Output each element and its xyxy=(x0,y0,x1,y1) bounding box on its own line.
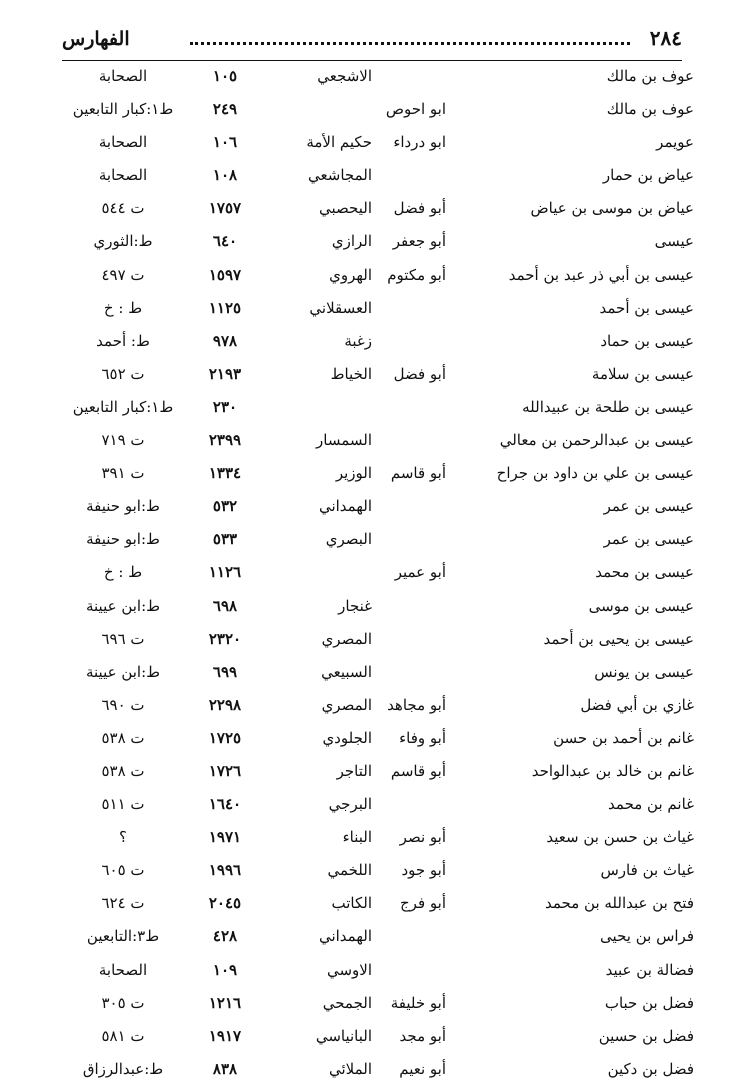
entry-number: ١٠٩ xyxy=(212,960,238,979)
category-tag: ت ٥٤٤ xyxy=(101,199,145,218)
entry-number: ١٧٥٧ xyxy=(208,199,242,218)
table-row xyxy=(0,854,746,887)
person-name: عياض بن موسى بن عياض xyxy=(530,199,694,218)
category-tag: ط:ابو حنيفة xyxy=(86,530,160,549)
person-name: عيسى بن محمد xyxy=(595,563,694,582)
nisba: الهمداني xyxy=(318,497,372,516)
table-row xyxy=(0,424,746,457)
person-name: عيسى بن أبي ذر عبد بن أحمد xyxy=(508,265,694,284)
kunya: أبو فضل xyxy=(393,364,446,383)
entry-number: ١٧٢٦ xyxy=(208,761,242,780)
entry-number: ١١٢٦ xyxy=(208,563,242,582)
person-name: عيسى بن يونس xyxy=(594,662,694,681)
nisba: غنجار xyxy=(338,596,372,615)
category-tag: الصحابة xyxy=(98,960,148,979)
person-name: عيسى بن يحيى بن أحمد xyxy=(543,629,694,648)
category-tag: ؟ xyxy=(119,828,127,847)
index-table xyxy=(0,60,746,1086)
nisba: الاوسي xyxy=(326,960,372,979)
nisba: الخياط xyxy=(330,364,372,383)
person-name: عيسى بن أحمد xyxy=(599,298,694,317)
table-row xyxy=(0,60,746,93)
entry-number: ١٣٣٤ xyxy=(208,464,242,483)
header-dot-leader xyxy=(190,32,630,45)
entry-number: ١٩١٧ xyxy=(208,1026,242,1045)
person-name: عياض بن حمار xyxy=(602,166,694,185)
entry-number: ٢٢٩٨ xyxy=(208,695,242,714)
person-name: غانم بن خالد بن عبدالواحد xyxy=(531,761,694,780)
entry-number: ٢٣٩٩ xyxy=(208,431,242,450)
person-name: فتح بن عبدالله بن محمد xyxy=(545,894,694,913)
table-row xyxy=(0,954,746,987)
entry-number: ٢٣٢٠ xyxy=(208,629,242,648)
nisba: البصري xyxy=(325,530,372,549)
category-tag: ت ٦٩٠ xyxy=(101,695,145,714)
person-name: فضل بن حسين xyxy=(598,1026,694,1045)
kunya: أبو مجاهد xyxy=(387,695,446,714)
category-tag: ت ٥١١ xyxy=(101,795,145,814)
person-name: عيسى بن عبدالرحمن بن معالي xyxy=(499,431,694,450)
person-name: عيسى بن عمر xyxy=(603,530,694,549)
entry-number: ١٧٢٥ xyxy=(208,728,242,747)
table-row xyxy=(0,788,746,821)
person-name: غياث بن فارس xyxy=(600,861,694,880)
page-header xyxy=(62,26,682,61)
kunya: ابو احوص xyxy=(385,100,446,119)
entry-number: ١٠٥ xyxy=(212,67,238,85)
entry-number: ١٠٨ xyxy=(212,166,238,185)
person-name: غانم بن أحمد بن حسن xyxy=(553,728,694,747)
kunya: أبو جود xyxy=(401,861,446,880)
nisba: السمسار xyxy=(316,431,372,450)
person-name: فضل بن دكين xyxy=(607,1059,694,1078)
table-row xyxy=(0,225,746,258)
person-name: عوف بن مالك xyxy=(606,67,694,85)
category-tag: ت ٦٠٥ xyxy=(101,861,145,880)
table-row xyxy=(0,192,746,225)
nisba: البانياسي xyxy=(315,1026,372,1045)
table-row xyxy=(0,325,746,358)
person-name: عويمر xyxy=(656,133,694,152)
nisba: الرازي xyxy=(331,232,372,251)
table-row xyxy=(0,457,746,490)
entry-number: ١٩٩٦ xyxy=(208,861,242,880)
person-name: عيسى بن سلامة xyxy=(591,364,694,383)
nisba: الوزير xyxy=(335,464,372,483)
nisba: زغبة xyxy=(344,331,372,350)
entry-number: ١٠٦ xyxy=(212,133,238,152)
category-tag: ت ٦٩٦ xyxy=(101,629,145,648)
table-row xyxy=(0,292,746,325)
table-row xyxy=(0,1020,746,1053)
nisba: الهمداني xyxy=(318,927,372,946)
nisba: الجمحي xyxy=(322,993,372,1012)
table-row xyxy=(0,689,746,722)
nisba: التاجر xyxy=(336,761,372,780)
nisba: السبيعي xyxy=(321,662,372,681)
table-row xyxy=(0,391,746,424)
nisba: اللخمي xyxy=(327,861,372,880)
category-tag: ت ٣٩١ xyxy=(101,464,145,483)
page-number: ٢٨٤ xyxy=(649,26,682,50)
table-row xyxy=(0,623,746,656)
table-row xyxy=(0,821,746,854)
nisba: المصري xyxy=(321,695,372,714)
category-tag: ط : خ xyxy=(103,298,143,317)
entry-number: ٤٢٨ xyxy=(212,927,238,946)
category-tag: ت ٦٥٢ xyxy=(101,364,145,383)
nisba: الاشجعي xyxy=(317,67,372,85)
person-name: غازي بن أبي فضل xyxy=(580,695,694,714)
category-tag: ت ٥٨١ xyxy=(101,1026,145,1045)
nisba: البناء xyxy=(342,828,372,847)
category-tag: ط: أحمد xyxy=(96,331,150,350)
person-name: فراس بن يحيى xyxy=(600,927,694,946)
person-name: عيسى بن طلحة بن عبيدالله xyxy=(522,397,694,416)
entry-number: ٢١٩٣ xyxy=(208,364,242,383)
kunya: أبو فضل xyxy=(393,199,446,218)
entry-number: ٢٤٩ xyxy=(212,100,238,119)
entry-number: ٨٣٨ xyxy=(212,1059,238,1078)
table-row xyxy=(0,556,746,589)
kunya: ابو درداء xyxy=(393,133,446,152)
person-name: عيسى xyxy=(654,232,694,251)
person-name: عيسى بن موسى xyxy=(588,596,694,615)
category-tag: ط:ابن عيينة xyxy=(85,596,161,615)
kunya: أبو فرج xyxy=(400,894,446,913)
category-tag: ط١:كبار التابعين xyxy=(72,397,174,416)
kunya: أبو قاسم xyxy=(390,464,446,483)
entry-number: ٦٩٩ xyxy=(212,662,238,681)
person-name: عوف بن مالك xyxy=(606,100,694,119)
entry-number: ١٩٧١ xyxy=(208,828,242,847)
category-tag: ط:ابن عيينة xyxy=(85,662,161,681)
entry-number: ١٦٤٠ xyxy=(208,795,242,814)
nisba: الملائي xyxy=(328,1059,372,1078)
table-row xyxy=(0,490,746,523)
nisba: المجاشعي xyxy=(308,166,372,185)
table-row xyxy=(0,887,746,920)
nisba: الكاتب xyxy=(331,894,372,913)
category-tag: الصحابة xyxy=(98,133,148,152)
person-name: فضل بن حباب xyxy=(604,993,694,1012)
table-row xyxy=(0,126,746,159)
kunya: أبو عمير xyxy=(394,563,446,582)
category-tag: ت ٧١٩ xyxy=(101,431,145,450)
nisba: البرجي xyxy=(328,795,372,814)
category-tag: ط : خ xyxy=(103,563,143,582)
entry-number: ٥٣٢ xyxy=(212,497,238,516)
person-name: فضالة بن عبيد xyxy=(605,960,694,979)
category-tag: الصحابة xyxy=(98,67,148,85)
table-row xyxy=(0,722,746,755)
entry-number: ١٥٩٧ xyxy=(208,265,242,284)
entry-number: ٦٩٨ xyxy=(212,596,238,615)
table-row xyxy=(0,358,746,391)
table-row xyxy=(0,755,746,788)
category-tag: الصحابة xyxy=(98,166,148,185)
nisba: المصري xyxy=(321,629,372,648)
table-row xyxy=(0,93,746,126)
category-tag: ط١:كبار التابعين xyxy=(72,100,174,119)
table-row xyxy=(0,920,746,953)
table-row xyxy=(0,987,746,1020)
kunya: أبو نصر xyxy=(399,828,446,847)
category-tag: ط٣:التابعين xyxy=(86,927,160,946)
entry-number: ١١٢٥ xyxy=(208,298,242,317)
nisba: اليحصبي xyxy=(319,199,372,218)
kunya: أبو مكتوم xyxy=(387,265,446,284)
entry-number: ٩٧٨ xyxy=(212,331,238,350)
index-title: الفهارس xyxy=(62,28,130,50)
nisba: حكيم الأمة xyxy=(306,133,372,152)
person-name: عيسى بن حماد xyxy=(600,331,694,350)
entry-number: ١٢١٦ xyxy=(208,993,242,1012)
person-name: غانم بن محمد xyxy=(608,795,694,814)
category-tag: ط:عبدالرزاق xyxy=(82,1059,164,1078)
kunya: أبو مجد xyxy=(399,1026,446,1045)
entry-number: ٢٠٤٥ xyxy=(208,894,242,913)
table-row xyxy=(0,259,746,292)
table-row xyxy=(0,159,746,192)
person-name: غياث بن حسن بن سعيد xyxy=(546,828,694,847)
table-row xyxy=(0,523,746,556)
kunya: أبو نعيم xyxy=(399,1059,446,1078)
person-name: عيسى بن عمر xyxy=(603,497,694,516)
entry-number: ٢٣٠ xyxy=(212,397,238,416)
table-row xyxy=(0,656,746,689)
nisba: العسقلاني xyxy=(309,298,372,317)
nisba: الهروي xyxy=(329,265,372,284)
category-tag: ت ٦٢٤ xyxy=(101,894,145,913)
kunya: أبو خليفة xyxy=(390,993,446,1012)
kunya: أبو جعفر xyxy=(392,232,446,251)
kunya: أبو قاسم xyxy=(390,761,446,780)
entry-number: ٥٣٣ xyxy=(212,530,238,549)
category-tag: ت ٣٠٥ xyxy=(101,993,145,1012)
table-row xyxy=(0,1053,746,1086)
entry-number: ٦٤٠ xyxy=(212,232,238,251)
person-name: عيسى بن علي بن داود بن جراح xyxy=(496,464,694,483)
table-row xyxy=(0,590,746,623)
category-tag: ت ٤٩٧ xyxy=(101,265,145,284)
nisba: الجلودي xyxy=(322,728,372,747)
category-tag: ت ٥٣٨ xyxy=(101,761,145,780)
kunya: أبو وفاء xyxy=(399,728,446,747)
category-tag: ط:ابو حنيفة xyxy=(86,497,160,516)
category-tag: ط:الثوري xyxy=(93,232,153,251)
category-tag: ت ٥٣٨ xyxy=(101,728,145,747)
